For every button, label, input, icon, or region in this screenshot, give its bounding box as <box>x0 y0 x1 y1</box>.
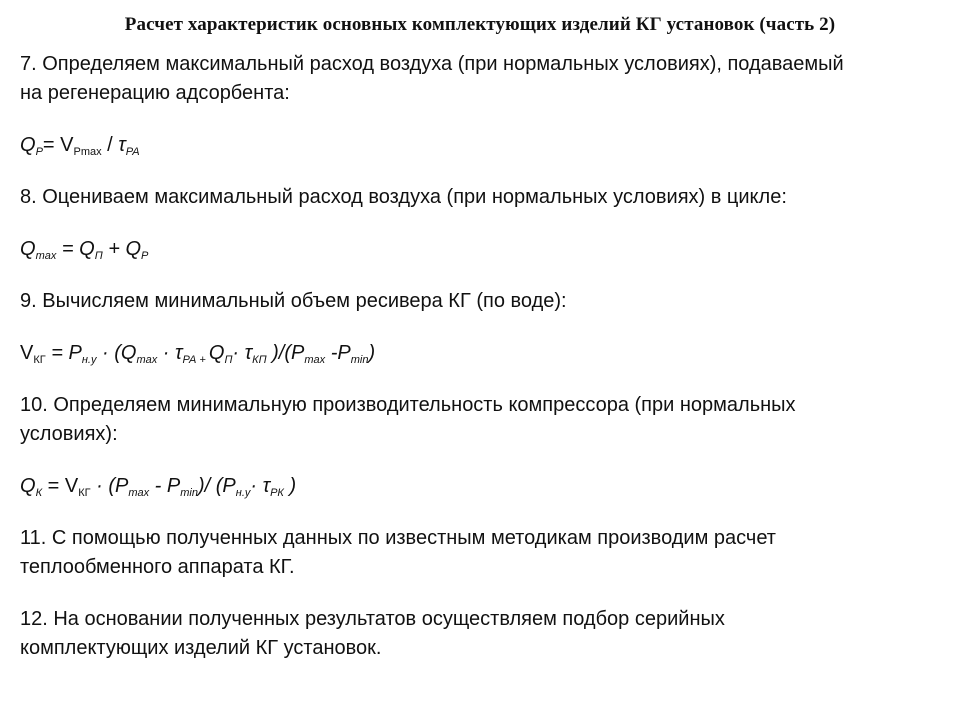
subscript: Р <box>141 250 149 262</box>
symbol: Q <box>20 134 36 156</box>
text-line: 10. Определяем минимальную производительность компрессора (при нормальных <box>20 394 796 416</box>
step-7-text <box>20 50 940 108</box>
symbol: V <box>20 342 34 364</box>
subscript: КГ <box>78 487 91 499</box>
symbol: Q <box>20 238 36 260</box>
text-line: комплектующих изделий КГ установок. <box>20 637 382 659</box>
subscript: К <box>35 487 43 499</box>
formula-v-receiver <box>20 339 940 368</box>
formula-q-max <box>20 235 940 264</box>
symbol: Q <box>208 342 225 364</box>
subscript: max <box>304 354 326 366</box>
text-line: теплообменного аппарата КГ. <box>20 556 295 578</box>
subscript: П <box>94 250 103 262</box>
step-11-text <box>20 524 940 582</box>
subscript: Р <box>35 146 43 158</box>
operator: · τ <box>232 342 253 364</box>
operator: -P <box>325 342 351 364</box>
operator: = V <box>42 475 79 497</box>
subscript: max <box>128 487 150 499</box>
operator: - P <box>149 475 181 497</box>
operator: · τ <box>157 342 183 364</box>
subscript: max <box>136 354 158 366</box>
text-line: 11. С помощью полученных данных по известным методикам производим расчет <box>20 527 776 549</box>
operator: · τ <box>250 475 271 497</box>
subscript: min <box>180 487 198 499</box>
subscript: РА + <box>182 354 209 366</box>
operator: ) <box>368 342 376 364</box>
subscript: КГ <box>33 354 46 366</box>
subscript: РК <box>270 487 284 499</box>
slide-content <box>20 50 940 686</box>
text-line: 7. Определяем максимальный расход воздуха (при нормальных условиях), подаваемый <box>20 53 844 75</box>
slide-title: Расчет характеристик основных комплектующих изделий КГ установок (часть 2) <box>124 14 836 35</box>
subscript: Рmax <box>73 146 102 158</box>
text-line: 12. На основании полученных результатов осуществляем подбор серийных <box>20 608 725 630</box>
operator: · (Q <box>96 342 137 364</box>
subscript: П <box>224 354 233 366</box>
operator: ) <box>283 475 297 497</box>
operator: = P <box>45 342 82 364</box>
step-8-text <box>20 183 940 212</box>
subscript: max <box>35 250 57 262</box>
subscript: РА <box>125 146 140 158</box>
text-line: 9. Вычисляем минимальный объем ресивера КГ (по воде): <box>20 290 567 312</box>
step-10-text <box>20 391 940 449</box>
operator: )/(P <box>266 342 305 364</box>
operator: · (P <box>90 475 129 497</box>
symbol: Q <box>20 475 36 497</box>
text-line: 8. Оцениваем максимальный расход воздуха (при нормальных условиях) в цикле: <box>20 186 787 208</box>
subscript: н.у <box>81 354 97 366</box>
operator: / <box>101 134 119 156</box>
operator: = V <box>42 134 74 156</box>
operator: = Q <box>56 238 95 260</box>
formula-q-regeneration <box>20 131 940 160</box>
subscript: н.у <box>235 487 251 499</box>
step-12-text <box>20 605 940 663</box>
step-9-text <box>20 287 940 316</box>
operator: )/ (P <box>197 475 236 497</box>
formula-q-compressor <box>20 472 940 501</box>
text-line: условиях): <box>20 423 118 445</box>
text-line: на регенерацию адсорбента: <box>20 82 290 104</box>
subscript: КП <box>252 354 267 366</box>
subscript: min <box>350 354 369 366</box>
symbol: τ <box>118 134 126 156</box>
operator: + Q <box>102 238 142 260</box>
